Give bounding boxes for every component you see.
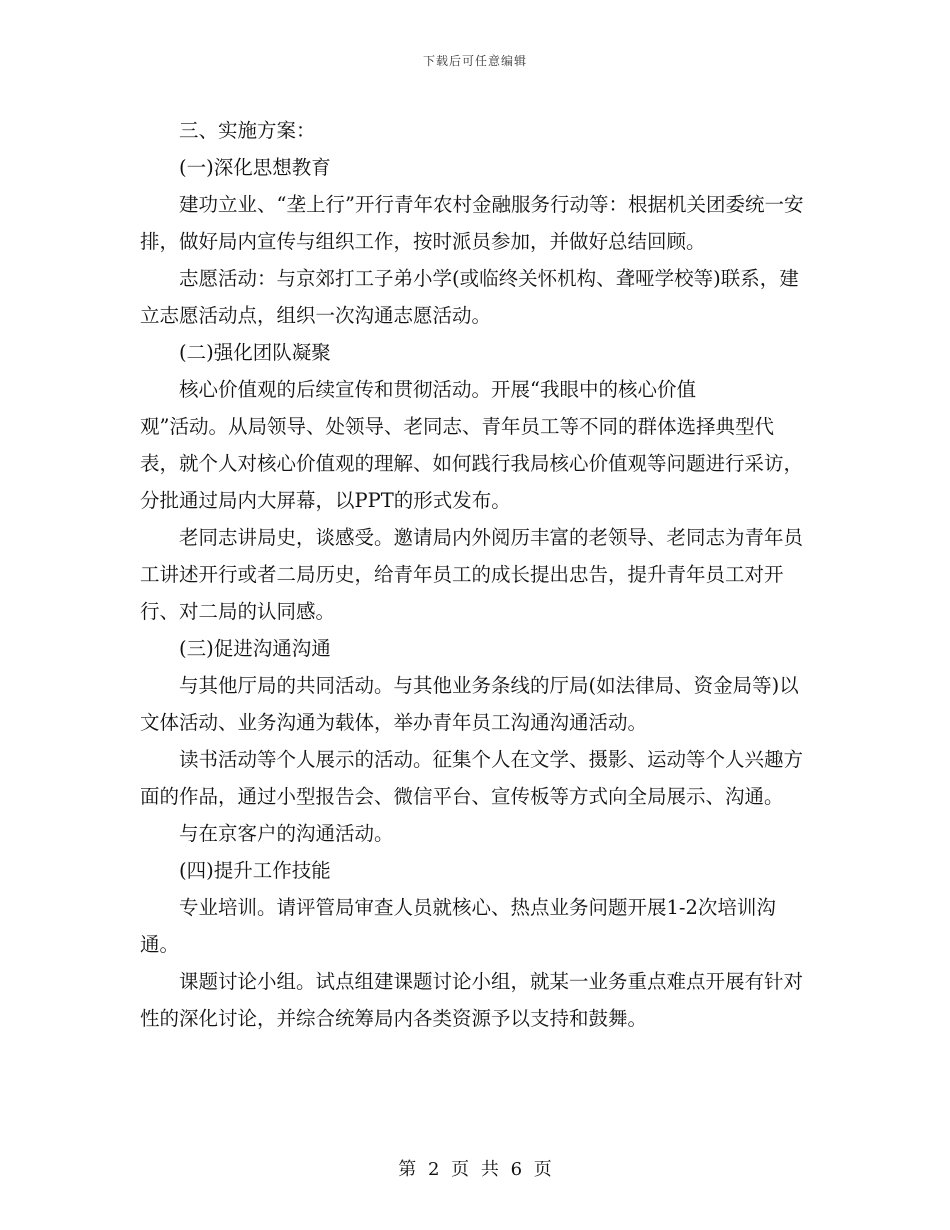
subsection-heading: (三)促进沟通沟通 [179, 637, 331, 660]
page-header: 下载后可任意编辑 [422, 54, 527, 68]
document-body [140, 112, 810, 1037]
subsection-heading: (一)深化思想教育 [179, 156, 331, 179]
paragraph: 志愿活动：与京郊打工子弟小学(或临终关怀机构、聋哑学校等)联系，建立志愿活动点，组织一次沟通志愿活动。 [140, 267, 799, 327]
subsection-heading: (二)强化团队凝聚 [179, 341, 331, 364]
page-footer: 第 2 页 共 6 页 [398, 1159, 552, 1180]
subsection-heading: (四)提升工作技能 [179, 859, 331, 882]
paragraph: 老同志讲局史，谈感受。邀请局内外阅历丰富的老领导、老同志为青年员工讲述开行或者二局历史，给青年员工的成长提出忠告，提升青年员工对开行、对二局的认同感。 [140, 526, 804, 623]
section-heading: 三、实施方案： [179, 119, 316, 142]
paragraph: 与其他厅局的共同活动。与其他业务条线的厅局(如法律局、资金局等)以文体活动、业务沟通为载体，举办青年员工沟通沟通活动。 [140, 674, 799, 734]
paragraph: 建功立业、“垄上行”开行青年农村金融服务行动等：根据机关团委统一安排，做好局内宣传与组织工作，按时派员参加，并做好总结回顾。 [140, 193, 804, 253]
paragraph: 课题讨论小组。试点组建课题讨论小组，就某一业务重点难点开展有针对性的深化讨论，并综合统筹局内各类资源予以支持和鼓舞。 [140, 970, 804, 1030]
paragraph: 专业培训。请评管局审查人员就核心、热点业务问题开展1-2次培训沟通。 [140, 896, 776, 956]
paragraph: 与在京客户的沟通活动。 [179, 822, 394, 845]
paragraph: 读书活动等个人展示的活动。征集个人在文学、摄影、运动等个人兴趣方面的作品，通过小型报告会、微信平台、宣传板等方式向全局展示、沟通。 [140, 748, 804, 808]
paragraph: 核心价值观的后续宣传和贯彻活动。开展“我眼中的核心价值 观”活动。从局领导、处领导、老同志、青年员工等不同的群体选择典型代表，就个人对核心价值观的理解、如何践行我局核心价值观等问题进行采访，分批通过局内大屏幕，以PPT的形式发布。 [140, 378, 804, 512]
